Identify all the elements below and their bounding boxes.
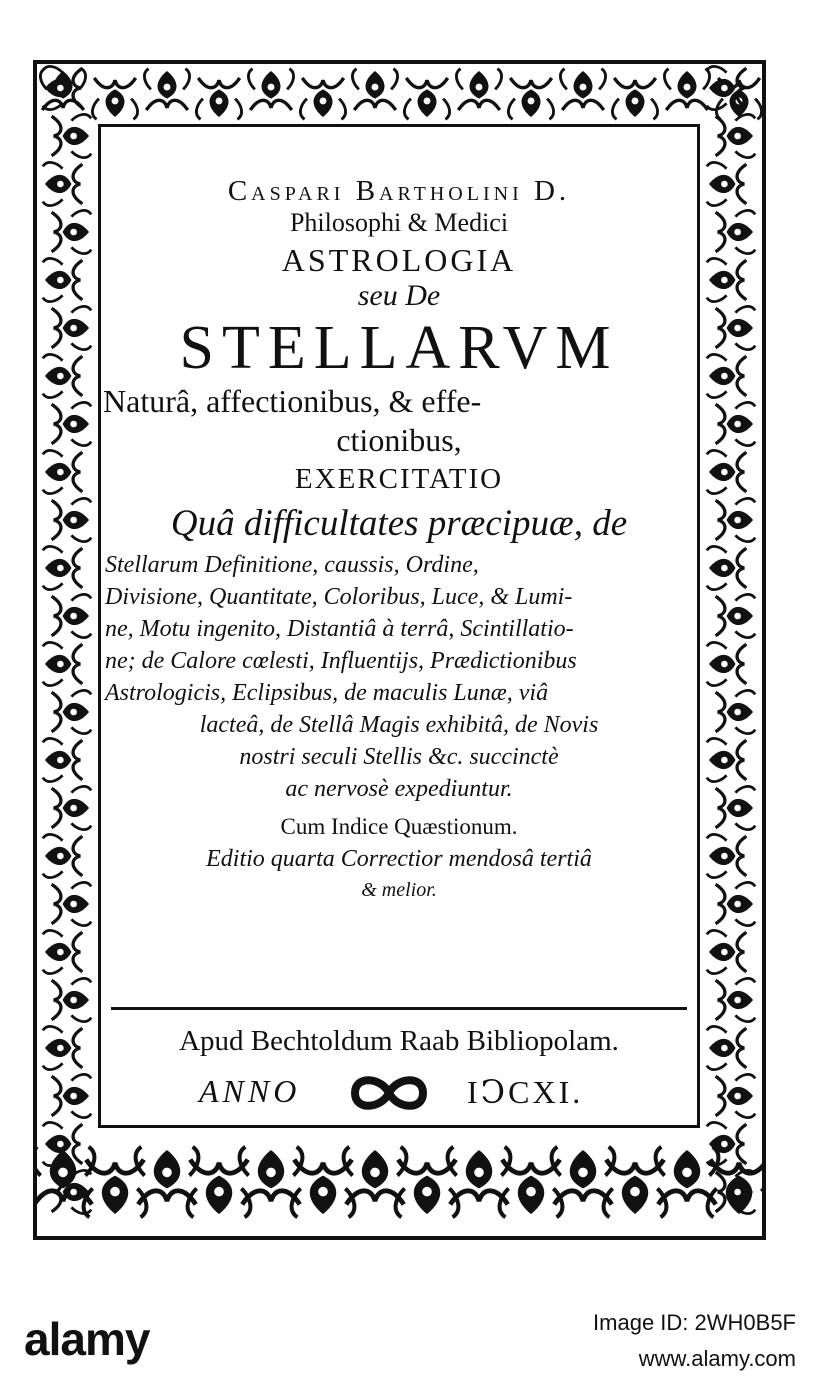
melior-line: & melior. xyxy=(361,879,437,901)
floral-motif-icon xyxy=(716,882,756,925)
anno-label: ANNO xyxy=(199,1073,301,1109)
floral-motif-icon xyxy=(52,402,92,445)
natura-line-1: Naturâ, affectionibus, & effe- xyxy=(103,383,482,419)
floral-motif-icon xyxy=(716,690,756,733)
alamy-logo: alamy xyxy=(24,1313,150,1365)
exercitatio-heading: EXERCITATIO xyxy=(294,463,504,495)
site-url-label: www.alamy.com xyxy=(638,1346,796,1371)
floral-motif-icon xyxy=(456,69,501,110)
floral-motif-icon xyxy=(560,69,605,110)
floral-motif-icon xyxy=(52,114,92,157)
work-title: ASTROLOGIA xyxy=(281,242,517,278)
floral-motif-icon xyxy=(707,162,747,205)
ornament-border-right xyxy=(700,64,762,1236)
floral-motif-icon xyxy=(43,1026,83,1069)
floral-motif-icon xyxy=(716,402,756,445)
floral-motif-icon xyxy=(508,78,553,119)
body-line-1: Stellarum Definitione, caussis, Ordine, xyxy=(105,552,479,578)
floral-motif-icon xyxy=(707,834,747,877)
natura-line-2: ctionibus, xyxy=(336,422,462,458)
inner-text-panel xyxy=(98,124,700,1128)
ornament-border-bottom xyxy=(37,1128,762,1236)
floral-motif-icon xyxy=(716,1074,756,1117)
floral-motif-icon xyxy=(144,69,189,110)
floral-motif-icon xyxy=(43,66,83,109)
date-row xyxy=(101,1069,697,1117)
floral-motif-icon xyxy=(43,450,83,493)
imprint-line: Apud Bechtoldum Raab Bibliopolam. xyxy=(179,1025,619,1057)
body-line-6: lacteâ, de Stellâ Magis exhibitâ, de Novis xyxy=(199,712,599,738)
floral-motif-icon xyxy=(52,498,92,541)
floral-motif-icon xyxy=(716,498,756,541)
imprint-divider xyxy=(111,1007,687,1010)
floral-motif-icon xyxy=(716,786,756,829)
floral-motif-icon xyxy=(52,594,92,637)
floral-motif-icon xyxy=(716,978,756,1021)
floral-motif-icon xyxy=(52,1074,92,1117)
author-titles: Philosophi & Medici xyxy=(289,208,509,237)
floral-motif-icon xyxy=(612,78,657,119)
floral-motif-icon xyxy=(707,1122,747,1165)
floral-motif-icon xyxy=(52,210,92,253)
floral-motif-icon xyxy=(300,78,345,119)
title-block xyxy=(101,167,697,905)
body-line-2: Divisione, Quantitate, Coloribus, Luce, & Lumi- xyxy=(105,584,573,610)
body-line-3: ne, Motu ingenito, Distantiâ à terrâ, Scintillatio- xyxy=(105,616,574,642)
watermark-footer xyxy=(0,1300,814,1390)
floral-motif-icon xyxy=(52,1170,92,1213)
floral-motif-icon xyxy=(352,69,397,110)
floral-motif-icon xyxy=(716,1170,756,1213)
floral-motif-icon xyxy=(707,450,747,493)
stellarum-heading: STELLARVM xyxy=(179,314,619,382)
image-id-label: Image ID: 2WH0B5F xyxy=(593,1310,796,1335)
floral-motif-icon xyxy=(52,882,92,925)
floral-motif-icon xyxy=(43,642,83,685)
floral-motif-icon xyxy=(196,78,241,119)
floral-motif-icon xyxy=(716,594,756,637)
floral-motif-icon xyxy=(716,210,756,253)
seu-de-line: seu De xyxy=(357,279,441,312)
body-line-8: ac nervosè expediuntur. xyxy=(285,776,513,802)
floral-motif-icon xyxy=(707,738,747,781)
floral-motif-icon xyxy=(707,1026,747,1069)
floral-motif-icon xyxy=(43,546,83,589)
roman-thousand-symbol-icon xyxy=(347,1069,431,1117)
floral-motif-icon xyxy=(43,738,83,781)
floral-motif-icon xyxy=(707,642,747,685)
floral-motif-icon xyxy=(92,78,137,119)
floral-motif-icon xyxy=(707,930,747,973)
body-line-5: Astrologicis, Eclipsibus, de maculis Lunæ, viâ xyxy=(105,680,549,706)
floral-motif-icon xyxy=(716,306,756,349)
floral-motif-icon xyxy=(43,834,83,877)
floral-motif-icon xyxy=(404,78,449,119)
floral-motif-icon xyxy=(716,114,756,157)
floral-motif-icon xyxy=(52,306,92,349)
floral-motif-icon xyxy=(707,66,747,109)
editio-line: Editio quarta Correctior mendosâ tertiâ xyxy=(206,846,592,872)
year-numeral: IↃCXI. xyxy=(467,1074,584,1110)
floral-motif-icon xyxy=(43,162,83,205)
floral-motif-icon xyxy=(707,546,747,589)
floral-motif-icon xyxy=(43,258,83,301)
floral-motif-icon xyxy=(52,978,92,1021)
floral-motif-icon xyxy=(43,1122,83,1165)
floral-motif-icon xyxy=(43,930,83,973)
body-line-4: ne; de Calore cœlesti, Influentijs, Prædictionibus xyxy=(105,648,577,674)
floral-motif-icon xyxy=(707,258,747,301)
floral-motif-icon xyxy=(707,354,747,397)
floral-motif-icon xyxy=(52,786,92,829)
floral-motif-icon xyxy=(43,354,83,397)
body-line-7: nostri seculi Stellis &c. succinctè xyxy=(239,744,559,770)
ornament-border-top xyxy=(37,64,762,124)
cum-indice-line: Cum Indice Quæstionum. xyxy=(280,814,518,839)
author-line: Caspari Bartholini D. xyxy=(227,175,571,207)
qua-line: Quâ difficultates præcipuæ, de xyxy=(170,503,628,544)
floral-motif-icon xyxy=(248,69,293,110)
ornament-border-left xyxy=(37,64,97,1236)
floral-motif-icon xyxy=(52,690,92,733)
